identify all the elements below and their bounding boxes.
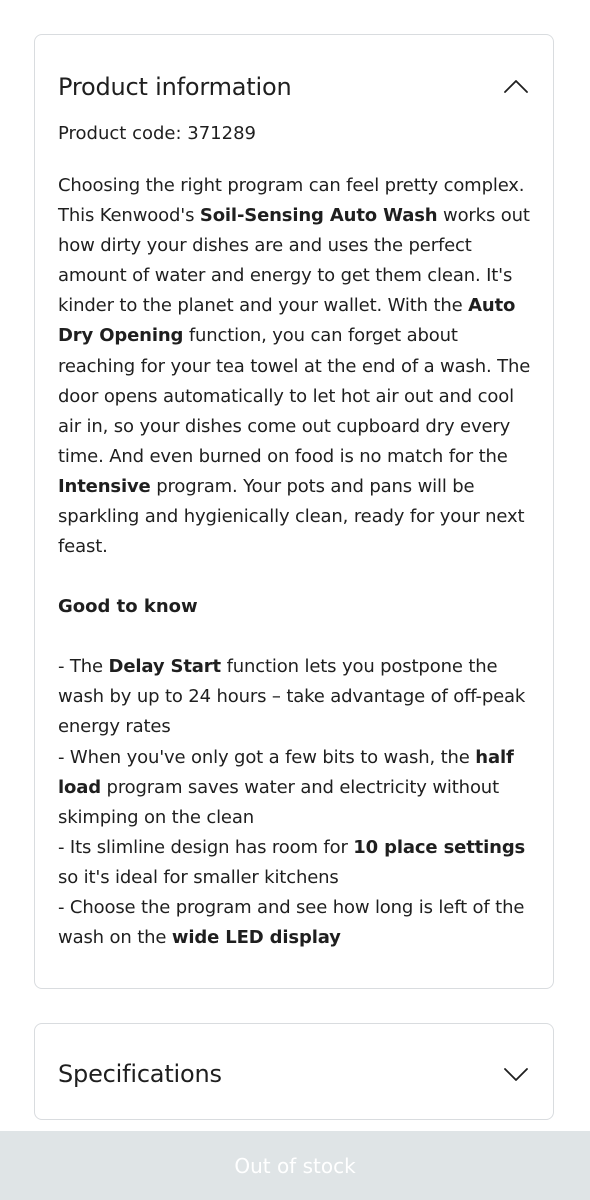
product-information-title: Product information xyxy=(58,73,292,101)
text-run: Choosing the right program can feel pretty complex. This Kenwood's xyxy=(58,175,525,227)
highlight-text: half load xyxy=(58,746,514,798)
specifications-title: Specifications xyxy=(58,1060,222,1088)
out-of-stock-button[interactable] xyxy=(0,1131,590,1200)
text-run: - When you've only got a few bits to wash, the xyxy=(58,746,476,768)
product-information-header[interactable] xyxy=(58,69,530,105)
text-run: - The xyxy=(58,656,109,678)
good-to-know-heading: Good to know xyxy=(58,596,198,618)
highlight-text: Intensive xyxy=(58,475,151,497)
text-run: function lets you postpone the wash by up to 24 hours – take advantage of off-peak energy rates xyxy=(58,656,526,738)
highlight-text: 10 place settings xyxy=(353,836,526,858)
text-run: program. Your pots and pans will be sparkling and hygienically clean, ready for your next feast. xyxy=(58,475,525,558)
good-to-know-list xyxy=(58,652,538,953)
text-run: - Choose the program and see how long is left of the wash on the xyxy=(58,896,525,949)
specifications-header[interactable] xyxy=(58,1056,530,1092)
highlight-text: wide LED display xyxy=(171,927,341,949)
product-description xyxy=(58,171,538,562)
chevron-down-icon[interactable] xyxy=(502,1064,530,1084)
product-code: Product code: 371289 xyxy=(58,123,256,144)
good-to-know-item xyxy=(58,833,538,893)
out-of-stock-label: Out of stock xyxy=(234,1153,356,1178)
text-run: function, you can forget about reaching for your tea towel at the end of a wash. The door opens automatically to let hot air out and cool air in, so your dishes come out cupboard dry every time. And even burned on food is no match for the xyxy=(58,325,531,467)
text-run: program saves water and electricity without skimping on the clean xyxy=(58,776,499,828)
text-run: so it's ideal for smaller kitchens xyxy=(58,866,339,888)
highlight-text: Delay Start xyxy=(108,656,221,678)
highlight-text: Auto Dry Opening xyxy=(58,295,516,347)
text-run: - Its slimline design has room for xyxy=(58,836,354,858)
good-to-know-item xyxy=(58,743,538,833)
chevron-up-icon[interactable] xyxy=(502,77,530,97)
specifications-panel xyxy=(34,1023,554,1120)
text-run: works out how dirty your dishes are and uses the perfect amount of water and energy to get them clean. It's kinder to the planet and your wallet. With the xyxy=(58,205,530,317)
highlight-text: Soil-Sensing Auto Wash xyxy=(199,205,438,227)
good-to-know-item xyxy=(58,893,538,953)
product-information-panel xyxy=(34,34,554,989)
good-to-know-item xyxy=(58,652,538,742)
product-information-body xyxy=(58,119,538,953)
